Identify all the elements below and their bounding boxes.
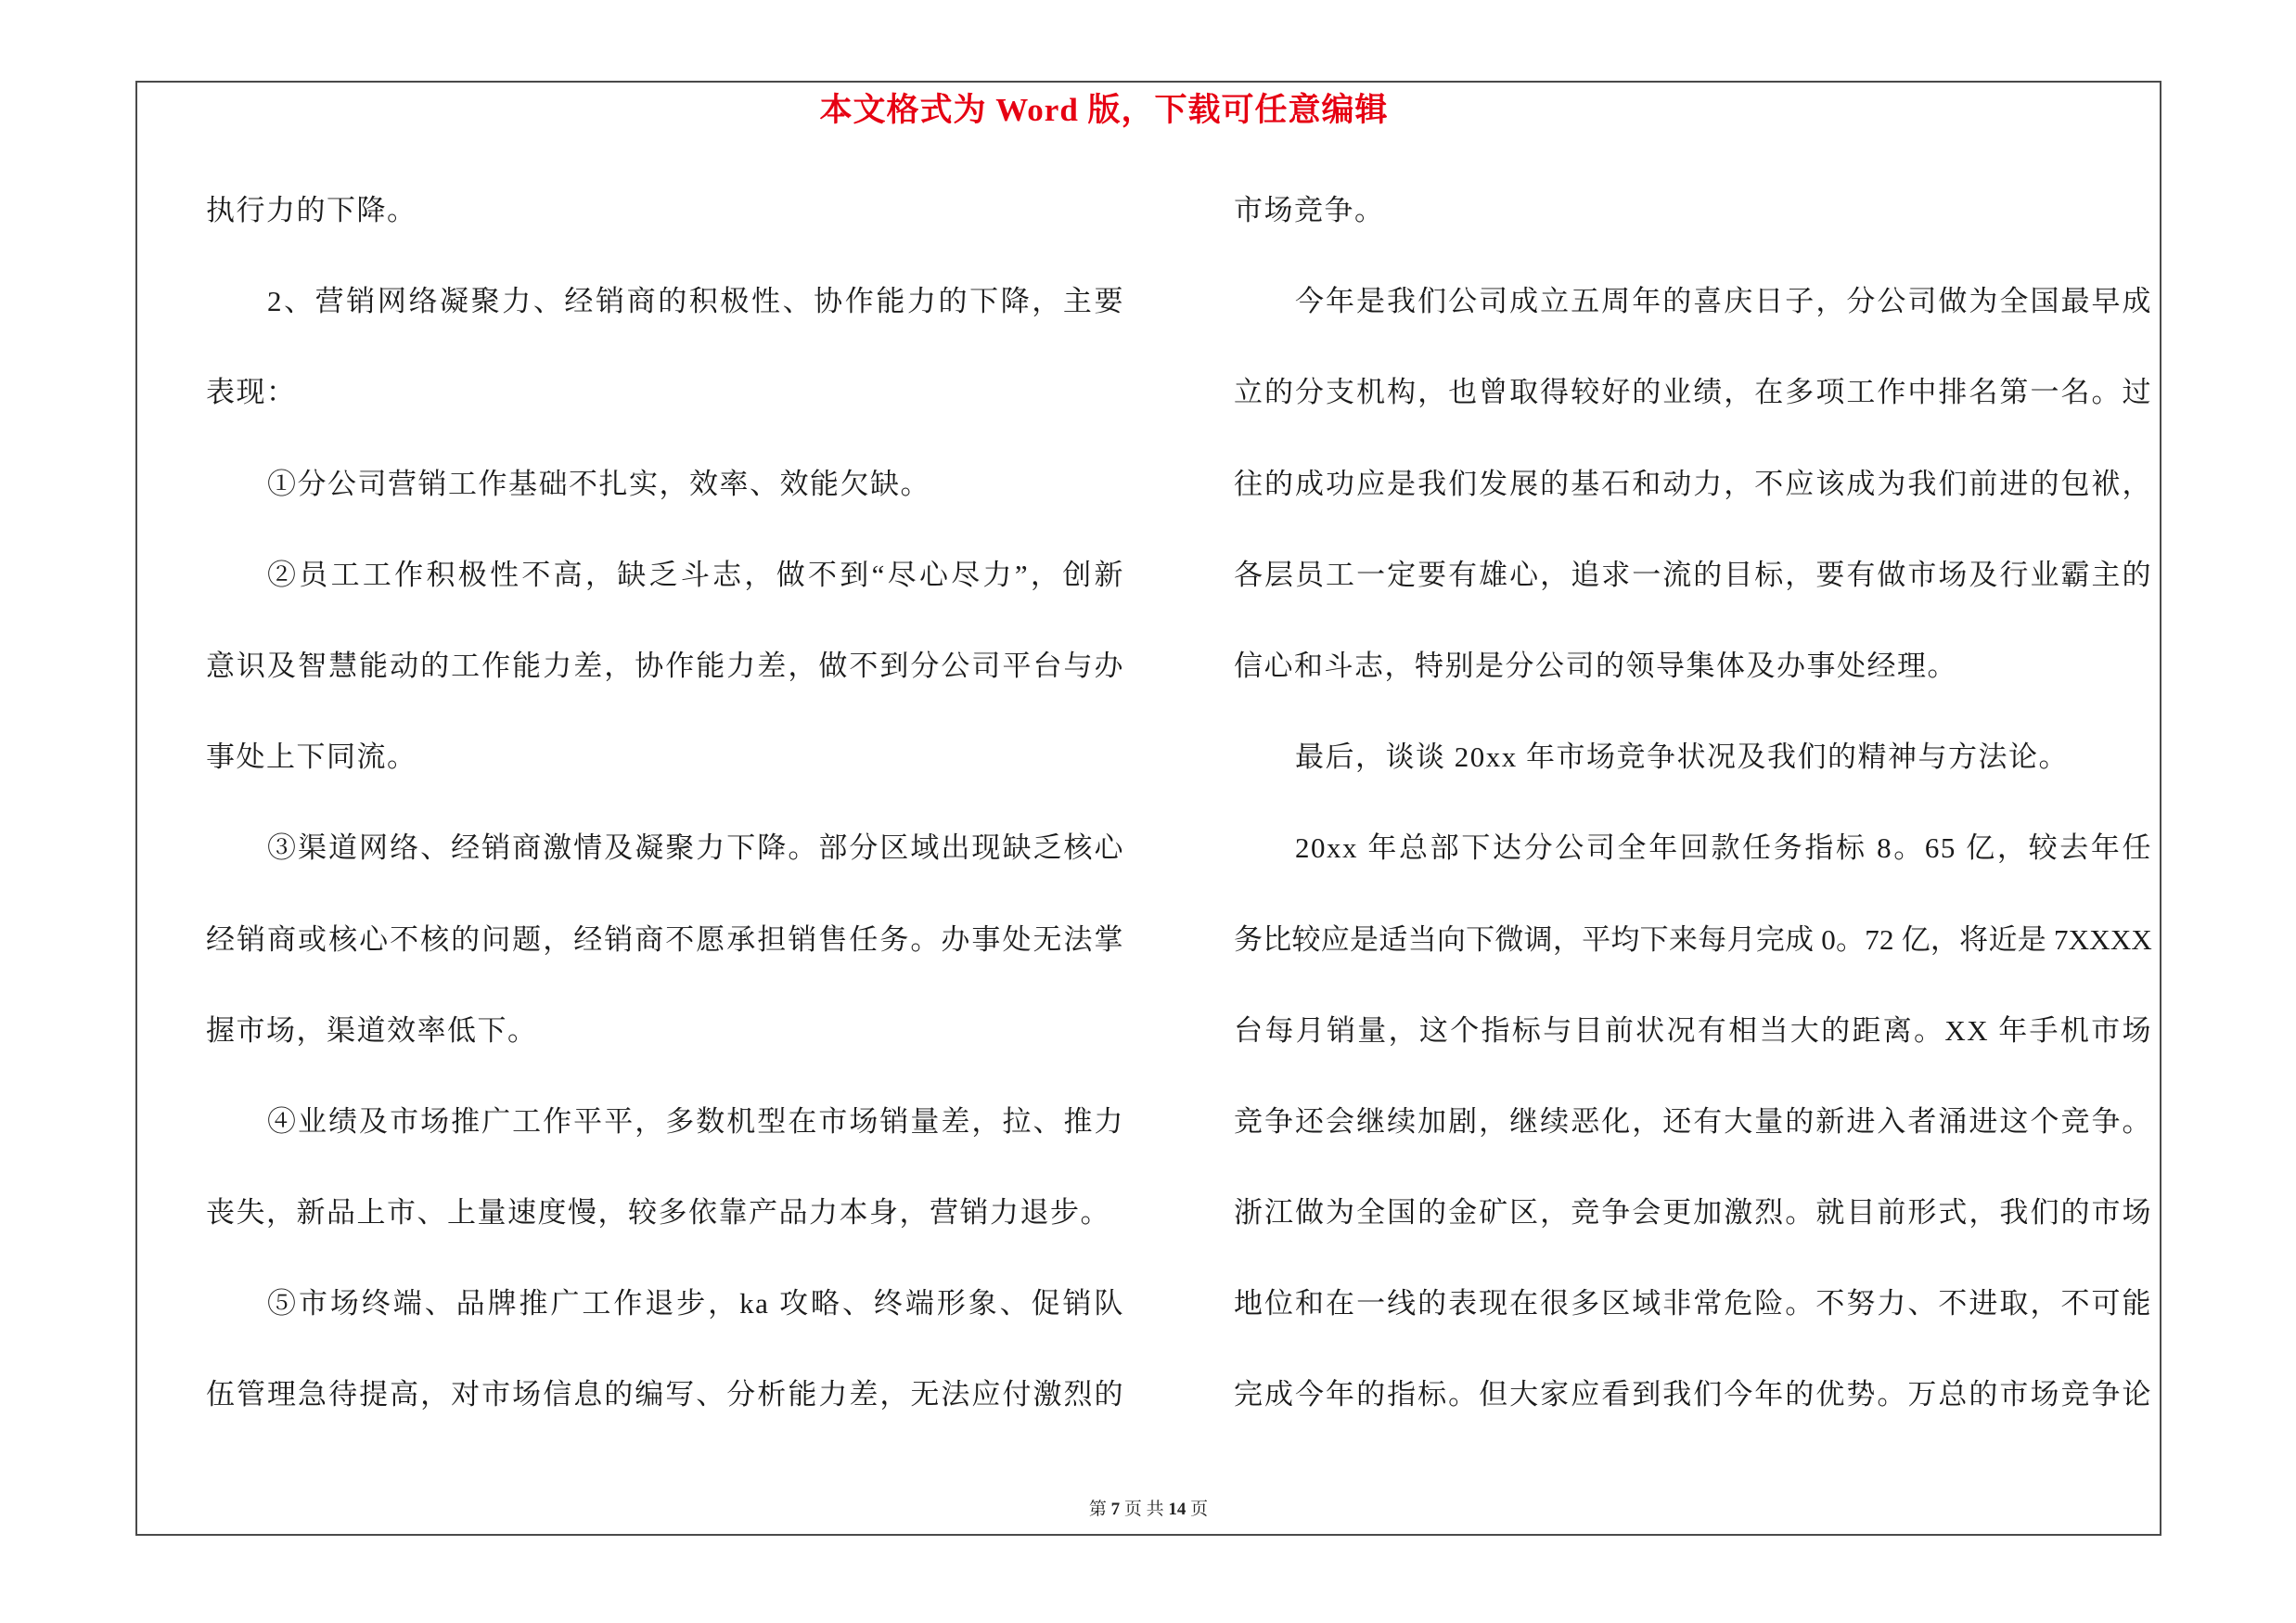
paragraph-line: 表现： xyxy=(206,376,297,409)
paragraph-line: 伍管理急待提高，对市场信息的编写、分析能力差，无法应付激烈的 xyxy=(206,1378,1124,1411)
paragraph-line: ②员工工作积极性不高，缺乏斗志，做不到“尽心尽力”，创新 xyxy=(267,558,1124,591)
paragraph xyxy=(206,165,1124,256)
paragraph xyxy=(206,256,1124,438)
format-notice-banner: 本文格式为 Word 版，下载可任意编辑 xyxy=(819,92,1389,128)
paragraph xyxy=(1234,803,2152,1440)
paragraph-line: 丧失，新品上市、上量速度慢，较多依靠产品力本身，营销力退步。 xyxy=(206,1196,1110,1230)
paragraph xyxy=(1234,165,2152,256)
paragraph-line: 最后，谈谈 20xx 年市场竞争状况及我们的精神与方法论。 xyxy=(1295,741,2069,774)
page-middle: 页 共 xyxy=(1123,1500,1164,1519)
current-page-number: 7 xyxy=(1110,1500,1121,1519)
paragraph-line: 2、营销网络凝聚力、经销商的积极性、协作能力的下降，主要 xyxy=(267,285,1124,318)
paragraph-line: 浙江做为全国的金矿区，竞争会更加激烈。就目前形式，我们的市场 xyxy=(1234,1196,2152,1230)
paragraph-line: 事处上下同流。 xyxy=(206,741,417,774)
left-column xyxy=(206,165,1124,1441)
paragraph-line: 今年是我们公司成立五周年的喜庆日子，分公司做为全国最早成 xyxy=(1295,285,2152,318)
paragraph-line: 务比较应是适当向下微调，平均下来每月完成 0。72 亿，将近是 7XXXX xyxy=(1234,922,2152,956)
paragraph xyxy=(206,530,1124,804)
paragraph xyxy=(206,803,1124,1076)
paragraph-line: 信心和斗志，特别是分公司的领导集体及办事处经理。 xyxy=(1234,649,1957,682)
paragraph-line: ①分公司营销工作基础不扎实，效率、效能欠缺。 xyxy=(267,467,930,500)
paragraph-line: ③渠道网络、经销商激情及凝聚力下降。部分区域出现缺乏核心 xyxy=(267,831,1124,865)
paragraph xyxy=(206,1076,1124,1258)
paragraph-line: ⑤市场终端、品牌推广工作退步，ka 攻略、终端形象、促销队 xyxy=(267,1287,1124,1320)
page-footer xyxy=(1089,1498,1208,1522)
paragraph-line: 执行力的下降。 xyxy=(206,194,417,226)
total-pages-number: 14 xyxy=(1168,1500,1186,1519)
paragraph-line: 20xx 年总部下达分公司全年回款任务指标 8。65 亿，较去年任 xyxy=(1295,831,2152,865)
page-suffix: 页 xyxy=(1190,1500,1209,1519)
paragraph-line: 完成今年的指标。但大家应看到我们今年的优势。万总的市场竞争论 xyxy=(1234,1378,2152,1411)
paragraph-line: ④业绩及市场推广工作平平，多数机型在市场销量差，拉、推力 xyxy=(267,1104,1124,1138)
paragraph-line: 意识及智慧能动的工作能力差，协作能力差，做不到分公司平台与办 xyxy=(206,649,1124,682)
paragraph-line: 台每月销量，这个指标与目前状况有相当大的距离。XX 年手机市场 xyxy=(1234,1013,2152,1047)
paragraph xyxy=(1234,256,2152,712)
right-column xyxy=(1234,165,2152,1441)
paragraph-line: 往的成功应是我们发展的基石和动力，不应该成为我们前进的包袱， xyxy=(1234,467,2152,500)
paragraph-line: 经销商或核心不核的问题，经销商不愿承担销售任务。办事处无法掌 xyxy=(206,922,1124,956)
paragraph xyxy=(206,439,1124,530)
paragraph-line: 竞争还会继续加剧，继续恶化，还有大量的新进入者涌进这个竞争。 xyxy=(1234,1104,2152,1138)
page-prefix: 第 xyxy=(1088,1500,1107,1519)
paragraph xyxy=(1234,712,2152,803)
paragraph-line: 握市场，渠道效率低下。 xyxy=(206,1013,538,1047)
paragraph xyxy=(206,1258,1124,1440)
paragraph-line: 地位和在一线的表现在很多区域非常危险。不努力、不进取，不可能 xyxy=(1234,1287,2152,1320)
paragraph-line: 各层员工一定要有雄心，追求一流的目标，要有做市场及行业霸主的 xyxy=(1234,558,2152,591)
paragraph-line: 立的分支机构，也曾取得较好的业绩，在多项工作中排名第一名。过 xyxy=(1234,376,2152,409)
paragraph-line: 市场竞争。 xyxy=(1234,194,1385,226)
